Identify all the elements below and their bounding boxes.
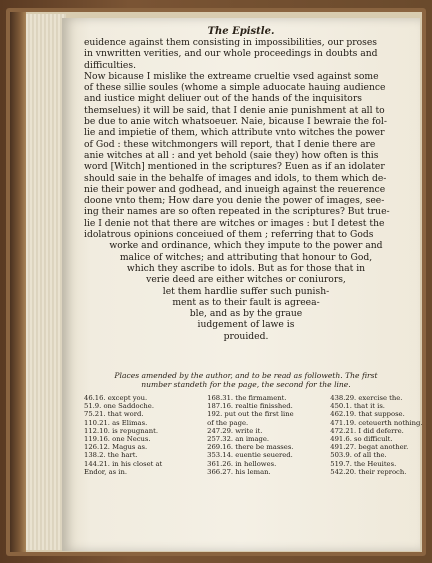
text-line: worke and ordinance, which they impute to the power and	[109, 240, 383, 252]
text-line: prouided.	[223, 330, 269, 342]
errata-entry: 75.21. that word.	[84, 410, 144, 419]
text-line: ment as to their fault is agreea-	[172, 296, 320, 308]
text-line: let them hardlie suffer such punish-	[162, 285, 330, 297]
errata-entry: 247.29. write it.	[207, 426, 263, 435]
errata-column	[84, 394, 162, 476]
text-line: and iustice might deliuer out of the hands of the inquisitors	[84, 93, 362, 105]
errata-title-line-1: Places amended by the author, and to be read as followeth. The first	[114, 371, 378, 380]
text-line: themselues) it will be said, that I denie anie punishment at all to	[84, 104, 385, 116]
errata-column	[207, 394, 294, 476]
text-line: doone vnto them; How dare you denie the power of images, see-	[84, 195, 385, 207]
running-header: The Epistle.	[207, 26, 275, 37]
errata-entry: 542.20. their reproch.	[330, 467, 407, 476]
errata-entry: 491.27. begat another.	[330, 443, 409, 452]
text-line: difficulties.	[84, 59, 136, 71]
text-line: which they ascribe to idols. But as for those that in	[126, 262, 366, 274]
errata-entry: 192. put out the first line	[207, 410, 294, 419]
text-line: anie witches at all : and yet behold (saie they) how often is this	[84, 149, 379, 161]
text-line: word [Witch] mentioned in the scriptures? Euen as if an idolater	[84, 161, 385, 173]
errata-entry: 519.7. the Heuites.	[330, 459, 397, 468]
errata-entry: 51.9. one Saddoche.	[84, 402, 154, 411]
errata-entry: 471.19. ceteuerth nothing.	[330, 418, 423, 427]
text-line: lie I denie not that there are witches or images : but I detest the	[84, 217, 385, 229]
text-line: nie their power and godhead, and inueigh against the reuerence	[84, 183, 386, 195]
errata-entry: 472.21. I did deferre.	[330, 426, 404, 435]
errata-entry: 126.12. Magus as.	[84, 443, 148, 452]
errata-entry: 491.6. so difficult.	[330, 435, 393, 444]
errata-list	[84, 394, 423, 476]
errata-entry: 503.9. of all the.	[330, 451, 387, 460]
errata-entry: of the page.	[207, 418, 249, 427]
text-line: iudgement of lawe is	[197, 319, 295, 331]
errata-entry: 187.16. realtie finisshed.	[207, 402, 293, 411]
errata-title-line-2: number standeth for the page, the second for the line.	[141, 380, 351, 389]
body-text	[84, 37, 408, 342]
text-line: euidence against them consisting in impossibilities, our proses	[84, 37, 377, 48]
page-edges	[26, 14, 66, 550]
text-line: should saie in the behalfe of images and idols, to them which de-	[84, 172, 387, 184]
errata-entry: 450.1. that it is.	[330, 402, 385, 411]
errata-entry: 462.19. that suppose.	[330, 410, 405, 419]
text-line: malice of witches; and attributing that honour to God,	[119, 251, 373, 263]
errata-entry: 438.29. exercise the.	[330, 394, 403, 402]
text-line: verie deed are either witches or coniurors,	[146, 274, 346, 286]
errata-title	[84, 371, 408, 389]
text-line: idolatrous opinions conceiued of them ; referring that to Gods	[84, 229, 374, 241]
errata-entry: 366.27. his leman.	[207, 467, 271, 476]
text-line: be due to anie witch whatsoeuer. Naie, bicause I bewraie the fol-	[84, 116, 387, 128]
errata-entry: 46.16. except you.	[84, 394, 148, 402]
errata-entry: 110.21. as Elimas.	[84, 418, 148, 427]
errata-entry: 168.31. the firmament.	[207, 394, 287, 402]
errata-entry: 269.16. there be masses.	[207, 443, 294, 452]
errata-column	[330, 394, 423, 476]
errata-entry: 353.14. euentie seuered.	[207, 451, 293, 460]
text-line: Now bicause I mislike the extreame crueltie vsed against some	[84, 70, 379, 82]
errata-entry: 361.26. in hellowes.	[207, 459, 277, 468]
book-spine	[10, 12, 26, 552]
errata-entry: 119.16. one Necus.	[84, 435, 151, 444]
text-line: lie and impietie of them, which attribute vnto witches the power	[84, 127, 385, 139]
errata-entry: Endor, as in.	[84, 467, 128, 476]
errata-entry: 257.32. an image.	[207, 435, 270, 444]
text-line: in vnwritten verities, and our whole proceedings in doubts and	[84, 48, 378, 60]
text-line: of these sillie soules (whome a simple aduocate hauing audience	[84, 82, 386, 94]
text-line: ing their names are so often repeated in the scriptures? But true-	[84, 206, 390, 218]
text-line: of God : these witchmongers will report, that I denie there are	[84, 138, 376, 150]
errata-entry: 144.21. in his closet at	[84, 459, 163, 468]
errata-entry: 138.2. the hart.	[84, 451, 138, 460]
text-line: ble, and as by the graue	[189, 308, 303, 320]
errata-entry: 112.10. is repugnant.	[84, 426, 158, 435]
